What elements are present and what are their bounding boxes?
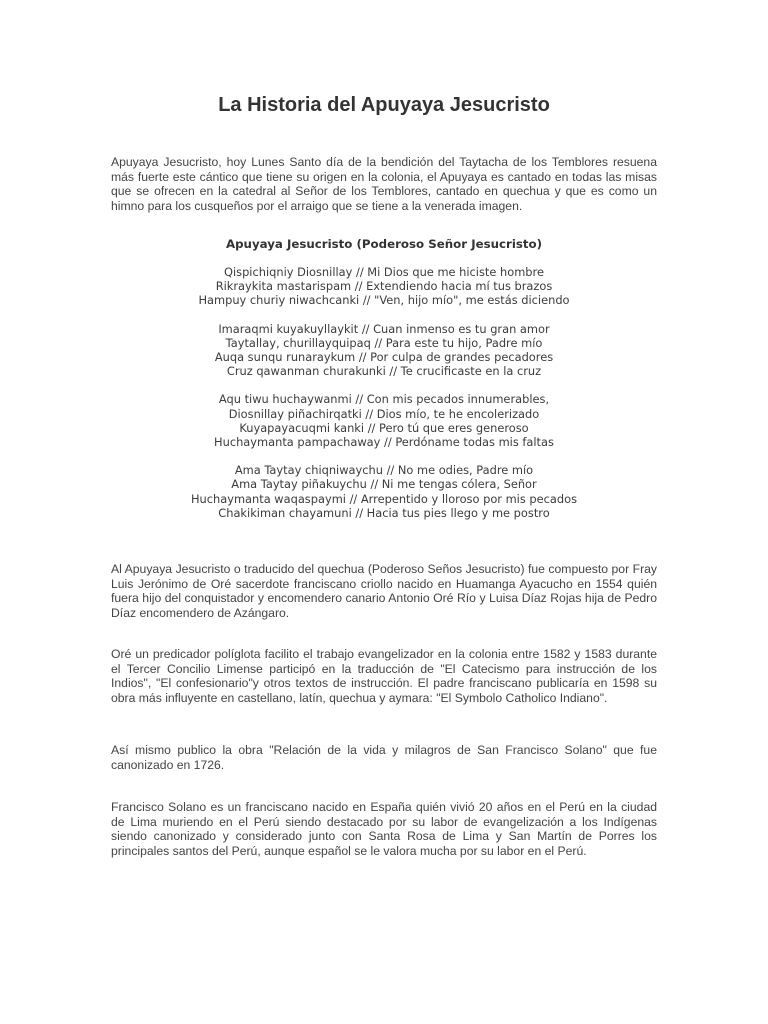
hymn-verse: Imaraqmi kuyakuyllaykit // Cuan inmenso es tu gran amor [218,321,550,336]
hymn-verse: Ama Taytay chiqniwaychu // No me odies, Padre mío [234,463,534,478]
hymn-verse: Ama Taytay piñakuychu // Ni me tengas cólera, Señor [231,477,537,492]
hymn-stanza-2 [0,322,768,379]
hymn-verse: Chakikiman chayamuni // Hacia tus pies llego y me postro [218,505,550,520]
hymn-verse: Kuyapayacuqmi kanki // Pero tú que eres generoso [239,420,529,435]
publication-paragraph: Así mismo publico la obra "Relación de la vida y milagros de San Francisco Solano" que fue canonizado en 1726. [111,743,657,772]
hymn-verse: Huchaymanta waqaspaymi // Arrepentido y lloroso por mis pecados [190,491,578,506]
hymn-verse: Rikraykita mastarispam // Extendiendo hacia mí tus brazos [215,279,553,294]
page-title: La Historia del Apuyaya Jesucristo [218,94,550,116]
hymn-verse: Auqa sunqu runaraykum // Por culpa de grandes pecadores [214,350,554,365]
hymn-lyrics [0,265,768,534]
origin-paragraph: Al Apuyaya Jesucristo o traducido del quechua (Poderoso Seños Jesucristo) fue compuesto por Fray Luis Jerónimo de Oré sacerdote franciscano criollo nacido en Huamanga Ayacucho en 1554 quién fuera hijo del conquistador y encomendero canario Antonio Oré Río y Luisa Díaz Rojas hija de Pedro Díaz encomendero de Azángaro. [111,562,657,620]
solano-paragraph: Francisco Solano es un franciscano nacido en España quién vivió 20 años en el Perú en la ciudad de Lima muriendo en el Perú siendo destacado por su labor de evangelización a los Indígenas siendo canonizado y considerado junto con Santa Rosa de Lima y San Martín de Porres los principales santos del Perú, aunque español se le valora mucha por su labor en el Perú. [111,800,657,858]
hymn-verse: Qispichiqniy Diosnillay // Mi Dios que me hiciste hombre [224,265,544,279]
author-work-paragraph: Oré un predicador políglota facilito el trabajo evangelizador en la colonia entre 1582 y 1583 durante el Tercer Concilio Limense participó en la traducción de "El Catecismo para instrucción de los Indios", "El confesionario"y otros textos de instrucción. El padre franciscano publicaría en 1598 su obra más influyente en castellano, latín, quechua y aymara: "El Symbolo Catholico Indiano". [111,647,657,705]
hymn-verse: Diosnillay piñachirqatki // Dios mío, te he encolerizado [228,406,540,421]
hymn-verse: Huchaymanta pampachaway // Perdóname todas mis faltas [214,435,554,450]
hymn-verse: Taytallay, churillayquipaq // Para este tu hijo, Padre mío [225,335,543,350]
hymn-verse: Aqu tiwu huchaywanmi // Con mis pecados innumerables, [218,392,550,407]
hymn-verse: Hampuy churiy niwachcanki // "Ven, hijo mío", me estás diciendo [198,293,570,308]
intro-paragraph: Apuyaya Jesucristo, hoy Lunes Santo día de la bendición del Taytacha de los Temblores resuena más fuerte este cántico que tiene su origen en la colonia, el Apuyaya es cantado en todas las misas que se ofrecen en la catedral al Señor de los Temblores, cantado en quechua y que es como un himno para los cusqueños por el arraigo que se tiene a la venerada imagen. [111,155,657,213]
hymn-stanza-4 [0,463,768,520]
hymn-stanza-1 [0,265,768,308]
hymn-verse: Cruz qawanman churakunki // Te crucificaste en la cruz [226,364,542,379]
hymn-title: Apuyaya Jesucristo (Poderoso Señor Jesucristo) [225,237,543,251]
hymn-stanza-3 [0,392,768,449]
